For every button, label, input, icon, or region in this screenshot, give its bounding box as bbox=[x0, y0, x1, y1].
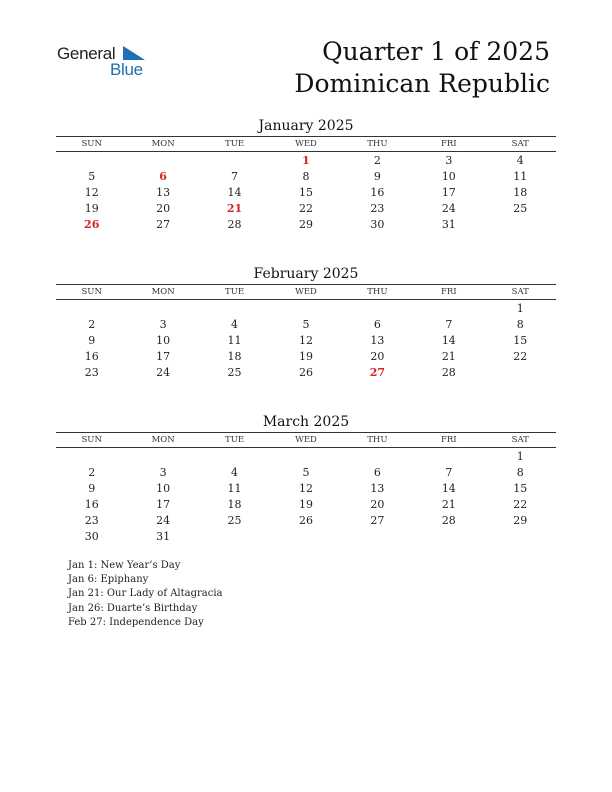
day-cell: 7 bbox=[445, 465, 453, 479]
day-cell: 8 bbox=[516, 465, 524, 479]
week-row bbox=[56, 300, 556, 316]
day-cell: 28 bbox=[441, 513, 456, 527]
day-cell: 14 bbox=[441, 481, 456, 495]
day-cell: 15 bbox=[513, 333, 528, 347]
day-cell: 21 bbox=[441, 497, 456, 511]
day-cell: 18 bbox=[227, 349, 242, 363]
day-cell: 17 bbox=[156, 497, 171, 511]
day-cell: 18 bbox=[513, 185, 528, 199]
day-cell: 19 bbox=[298, 349, 313, 363]
day-cell: 10 bbox=[156, 333, 171, 347]
weekday-header: THU bbox=[367, 139, 388, 149]
day-cell: 4 bbox=[231, 317, 239, 331]
day-cell: 3 bbox=[159, 465, 167, 479]
week-row bbox=[56, 200, 556, 216]
title-quarter: Quarter 1 of 2025 bbox=[322, 37, 550, 66]
day-cell: 15 bbox=[513, 481, 528, 495]
day-cell: 7 bbox=[445, 317, 453, 331]
day-cell: 25 bbox=[513, 201, 528, 215]
logo-word-blue: Blue bbox=[110, 60, 143, 79]
day-cell: 17 bbox=[156, 349, 171, 363]
weekday-header: MON bbox=[151, 435, 175, 445]
day-cell: 15 bbox=[298, 185, 313, 199]
weekday-header: FRI bbox=[440, 139, 457, 149]
day-cell: 9 bbox=[88, 481, 96, 495]
page-title bbox=[294, 36, 550, 100]
week-row bbox=[56, 528, 556, 544]
day-cell: 20 bbox=[370, 497, 385, 511]
week-row bbox=[56, 184, 556, 200]
week-row bbox=[56, 512, 556, 528]
weekday-header-row bbox=[56, 432, 556, 448]
holiday-note: Jan 6: Epiphany bbox=[68, 574, 149, 586]
day-cell: 21 bbox=[441, 349, 456, 363]
day-cell: 2 bbox=[373, 153, 381, 167]
day-cell: 11 bbox=[227, 481, 242, 495]
day-cell: 12 bbox=[298, 333, 313, 347]
weekday-header: WED bbox=[295, 139, 317, 149]
week-row bbox=[56, 348, 556, 364]
day-cell: 23 bbox=[370, 201, 385, 215]
day-cell: 13 bbox=[156, 185, 171, 199]
week-row bbox=[56, 316, 556, 332]
weekday-header: SUN bbox=[81, 287, 102, 297]
day-cell: 2 bbox=[88, 317, 96, 331]
day-cell: 22 bbox=[513, 349, 528, 363]
day-cell: 5 bbox=[88, 169, 96, 183]
day-cell: 23 bbox=[84, 513, 99, 527]
day-cell: 14 bbox=[227, 185, 242, 199]
weekday-header: WED bbox=[295, 435, 317, 445]
weekday-header-row bbox=[56, 284, 556, 300]
day-cell: 1 bbox=[516, 301, 524, 315]
day-cell: 1 bbox=[516, 449, 524, 463]
day-cell: 27 bbox=[156, 217, 171, 231]
day-cell: 26 bbox=[298, 365, 313, 379]
day-cell: 19 bbox=[298, 497, 313, 511]
weekday-header: MON bbox=[151, 287, 175, 297]
day-cell: 10 bbox=[156, 481, 171, 495]
holiday-day-cell: 27 bbox=[369, 365, 386, 379]
day-cell: 14 bbox=[441, 333, 456, 347]
day-cell: 8 bbox=[516, 317, 524, 331]
month-title: January 2025 bbox=[258, 118, 354, 134]
weekday-header: SAT bbox=[511, 435, 529, 445]
week-row bbox=[56, 496, 556, 512]
day-cell: 23 bbox=[84, 365, 99, 379]
day-cell: 22 bbox=[513, 497, 528, 511]
month-title: March 2025 bbox=[262, 414, 350, 430]
day-cell: 20 bbox=[370, 349, 385, 363]
weekday-header: SUN bbox=[81, 139, 102, 149]
day-cell: 25 bbox=[227, 513, 242, 527]
day-cell: 24 bbox=[156, 365, 171, 379]
day-cell: 29 bbox=[513, 513, 528, 527]
day-cell: 16 bbox=[370, 185, 385, 199]
day-cell: 9 bbox=[373, 169, 381, 183]
day-cell: 17 bbox=[441, 185, 456, 199]
day-cell: 30 bbox=[370, 217, 385, 231]
day-cell: 26 bbox=[298, 513, 313, 527]
calendar-january bbox=[56, 116, 556, 232]
week-row bbox=[56, 216, 556, 232]
day-cell: 3 bbox=[445, 153, 453, 167]
day-cell: 5 bbox=[302, 317, 310, 331]
day-cell: 5 bbox=[302, 465, 310, 479]
week-row bbox=[56, 480, 556, 496]
month-title: February 2025 bbox=[253, 266, 359, 282]
day-cell: 3 bbox=[159, 317, 167, 331]
day-cell: 8 bbox=[302, 169, 310, 183]
holiday-day-cell: 21 bbox=[226, 201, 243, 215]
day-cell: 16 bbox=[84, 497, 99, 511]
day-cell: 28 bbox=[227, 217, 242, 231]
weekday-header: TUE bbox=[225, 287, 245, 297]
title-country: Dominican Republic bbox=[294, 69, 550, 98]
week-row bbox=[56, 152, 556, 168]
weekday-header: SAT bbox=[511, 139, 529, 149]
weekday-header: THU bbox=[367, 435, 388, 445]
calendar-march bbox=[56, 412, 556, 544]
day-cell: 22 bbox=[298, 201, 313, 215]
day-cell: 7 bbox=[231, 169, 239, 183]
day-cell: 30 bbox=[84, 529, 99, 543]
weekday-header: MON bbox=[151, 139, 175, 149]
day-cell: 12 bbox=[298, 481, 313, 495]
day-cell: 4 bbox=[516, 153, 524, 167]
holiday-day-cell: 26 bbox=[84, 217, 100, 231]
weekday-header: TUE bbox=[225, 139, 245, 149]
week-row bbox=[56, 448, 556, 464]
day-cell: 31 bbox=[156, 529, 171, 543]
weekday-header: FRI bbox=[440, 435, 457, 445]
day-cell: 9 bbox=[88, 333, 96, 347]
day-cell: 2 bbox=[88, 465, 96, 479]
day-cell: 4 bbox=[231, 465, 239, 479]
day-cell: 24 bbox=[441, 201, 456, 215]
week-row bbox=[56, 364, 556, 380]
weekday-header: FRI bbox=[440, 287, 457, 297]
weekday-header: SAT bbox=[511, 287, 529, 297]
weekday-header: TUE bbox=[225, 435, 245, 445]
day-cell: 29 bbox=[298, 217, 313, 231]
day-cell: 13 bbox=[370, 333, 385, 347]
day-cell: 11 bbox=[227, 333, 242, 347]
week-row bbox=[56, 168, 556, 184]
day-cell: 27 bbox=[370, 513, 385, 527]
calendar-february bbox=[56, 264, 556, 380]
weekday-header: SUN bbox=[81, 435, 102, 445]
weekday-header-row bbox=[56, 136, 556, 152]
day-cell: 20 bbox=[156, 201, 171, 215]
weekday-header: WED bbox=[295, 287, 317, 297]
holiday-day-cell: 1 bbox=[302, 153, 310, 167]
day-cell: 24 bbox=[156, 513, 171, 527]
week-row bbox=[56, 332, 556, 348]
day-cell: 6 bbox=[373, 317, 381, 331]
day-cell: 13 bbox=[370, 481, 385, 495]
logo-word-general: General bbox=[57, 44, 116, 63]
day-cell: 12 bbox=[84, 185, 99, 199]
holiday-note: Jan 21: Our Lady of Altagracia bbox=[68, 588, 223, 600]
day-cell: 11 bbox=[513, 169, 528, 183]
day-cell: 28 bbox=[441, 365, 456, 379]
holiday-day-cell: 6 bbox=[159, 169, 167, 183]
holiday-note: Jan 1: New Year’s Day bbox=[68, 560, 181, 571]
day-cell: 6 bbox=[373, 465, 381, 479]
day-cell: 19 bbox=[84, 201, 99, 215]
day-cell: 18 bbox=[227, 497, 242, 511]
holiday-note: Jan 26: Duarte’s Birthday bbox=[68, 602, 198, 614]
holiday-note: Feb 27: Independence Day bbox=[68, 616, 204, 628]
day-cell: 31 bbox=[441, 217, 456, 231]
day-cell: 25 bbox=[227, 365, 242, 379]
generalblue-logo bbox=[57, 42, 157, 82]
day-cell: 10 bbox=[441, 169, 456, 183]
logo-triangle-icon bbox=[123, 46, 145, 60]
holiday-notes bbox=[68, 559, 223, 630]
weekday-header: THU bbox=[367, 287, 388, 297]
week-row bbox=[56, 464, 556, 480]
day-cell: 16 bbox=[84, 349, 99, 363]
